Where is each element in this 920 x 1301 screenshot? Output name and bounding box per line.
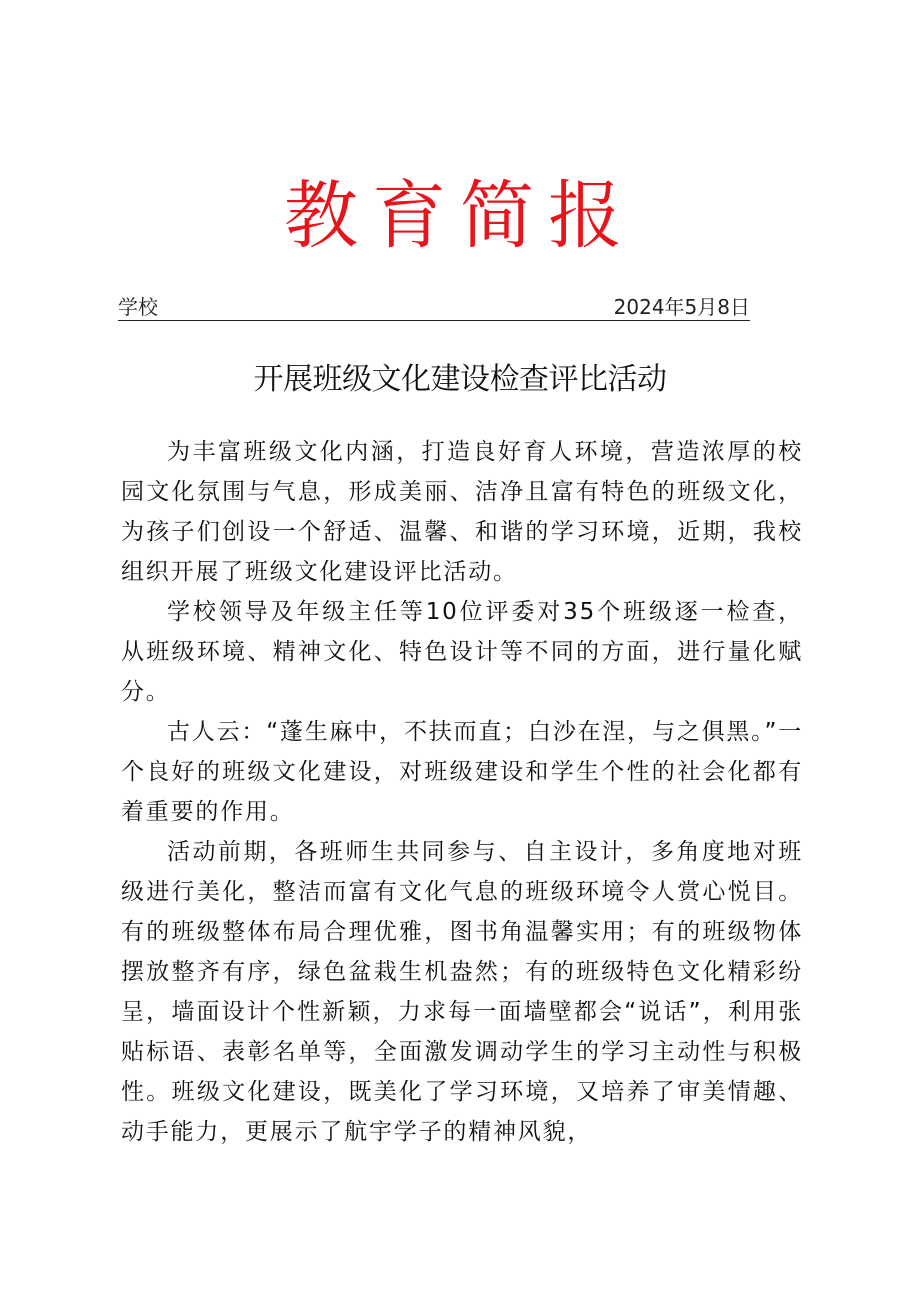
article-headline: 开展班级文化建设检查评比活动 (253, 362, 667, 397)
masthead-title: 教育简报 (284, 173, 636, 259)
article-paragraph: 古人云：“蓬生麻中，不扶而直；白沙在涅，与之俱黑。”一个良好的班级文化建设，对班级建设和学生个性的社会化都有着重要的作用。 (121, 719, 803, 825)
meta-line (118, 294, 750, 321)
article-paragraph: 活动前期，各班师生共同参与、自主设计，多角度地对班级进行美化，整洁而富有文化气息的班级环境令人赏心悦目。有的班级整体布局合理优雅，图书角温馨实用；有的班级物体摆放整齐有序，绿色盆栽生机盎然；有的班级特色文化精彩纷呈，墙面设计个性新颖，力求每一面墙壁都会“说话”，利用张贴标语、表彰名单等，全面激发调动学生的学习主动性与积极性。班级文化建设，既美化了学习环境，又培养了审美情趣、动手能力，更展示了航宇学子的精神风貌， (121, 839, 803, 1145)
issue-date: 2024年5月8日 (613, 295, 750, 319)
school-label: 学校 (118, 295, 158, 319)
article-paragraph: 学校领导及年级主任等10位评委对35个班级逐一检查，从班级环境、精神文化、特色设计等不同的方面，进行量化赋分。 (121, 599, 803, 705)
article-body (121, 432, 803, 1152)
article-paragraph: 为丰富班级文化内涵，打造良好育人环境，营造浓厚的校园文化氛围与气息，形成美丽、洁净且富有特色的班级文化，为孩子们创设一个舒适、温馨、和谐的学习环境，近期，我校组织开展了班级文化建设评比活动。 (121, 439, 803, 585)
